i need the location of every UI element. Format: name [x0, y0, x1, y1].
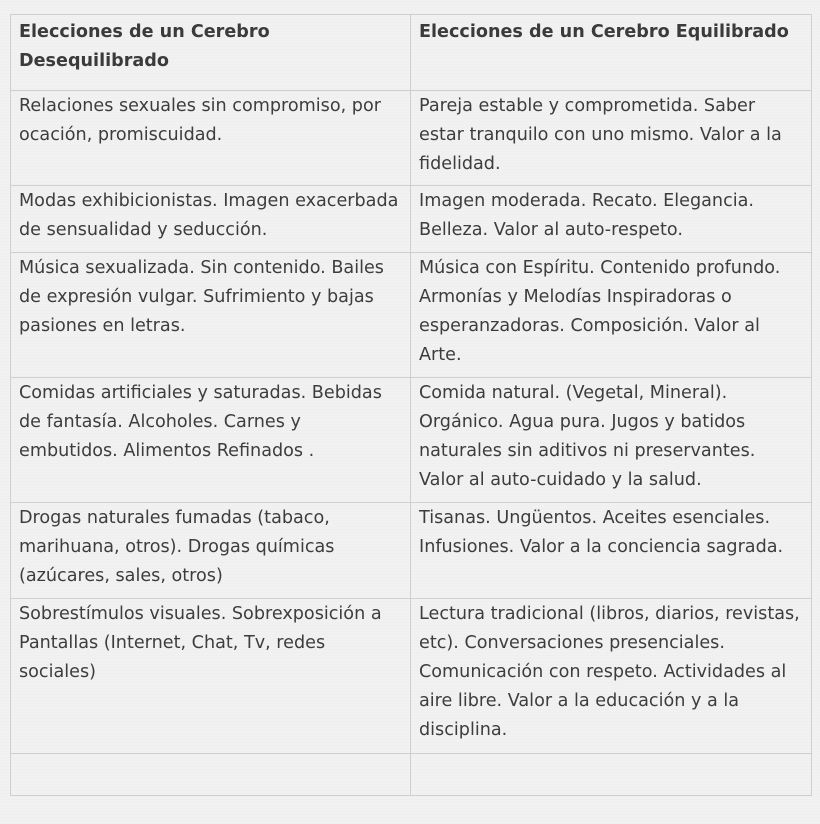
- table-row: [11, 186, 812, 253]
- cell-balanced: Tisanas. Ungüentos. Aceites esenciales. Infusiones. Valor a la conciencia sagrada.: [411, 503, 812, 599]
- table-row: [11, 503, 812, 599]
- cell-balanced: Pareja estable y comprometida. Saber estar tranquilo con uno mismo. Valor a la fidelidad.: [411, 91, 812, 186]
- table-header: [11, 15, 812, 91]
- comparison-table: [10, 14, 812, 796]
- cell-unbalanced: Relaciones sexuales sin compromiso, por ocación, promiscuidad.: [11, 91, 411, 186]
- cell-empty: [411, 754, 812, 796]
- cell-unbalanced: Sobrestímulos visuales. Sobrexposición a Pantallas (Internet, Chat, Tv, redes sociales): [11, 599, 411, 754]
- header-balanced-brain: Elecciones de un Cerebro Equilibrado: [411, 15, 812, 91]
- table-row: [11, 378, 812, 503]
- cell-balanced: Comida natural. (Vegetal, Mineral). Orgánico. Agua pura. Jugos y batidos naturales sin aditivos ni preservantes. Valor al auto-cuidado y la salud.: [411, 378, 812, 503]
- cell-balanced: Lectura tradicional (libros, diarios, revistas, etc). Conversaciones presenciales. Comunicación con respeto. Actividades al aire libre. Valor a la educación y a la disciplina.: [411, 599, 812, 754]
- header-unbalanced-brain: Elecciones de un Cerebro Desequilibrado: [11, 15, 411, 91]
- cell-balanced: Imagen moderada. Recato. Elegancia. Belleza. Valor al auto-respeto.: [411, 186, 812, 253]
- cell-unbalanced: Música sexualizada. Sin contenido. Bailes de expresión vulgar. Sufrimiento y bajas pasiones en letras.: [11, 253, 411, 378]
- cell-unbalanced: Comidas artificiales y saturadas. Bebidas de fantasía. Alcoholes. Carnes y embutidos. Alimentos Refinados .: [11, 378, 411, 503]
- table-row: [11, 253, 812, 378]
- cell-empty: [11, 754, 411, 796]
- table-row: [11, 599, 812, 754]
- header-row: [11, 15, 812, 91]
- table-row: [11, 91, 812, 186]
- cell-balanced: Música con Espíritu. Contenido profundo. Armonías y Melodías Inspiradoras o esperanzadoras. Composición. Valor al Arte.: [411, 253, 812, 378]
- empty-table-row: [11, 754, 812, 796]
- cell-unbalanced: Drogas naturales fumadas (tabaco, marihuana, otros). Drogas químicas (azúcares, sales, otros): [11, 503, 411, 599]
- table-body: [11, 91, 812, 796]
- cell-unbalanced: Modas exhibicionistas. Imagen exacerbada de sensualidad y seducción.: [11, 186, 411, 253]
